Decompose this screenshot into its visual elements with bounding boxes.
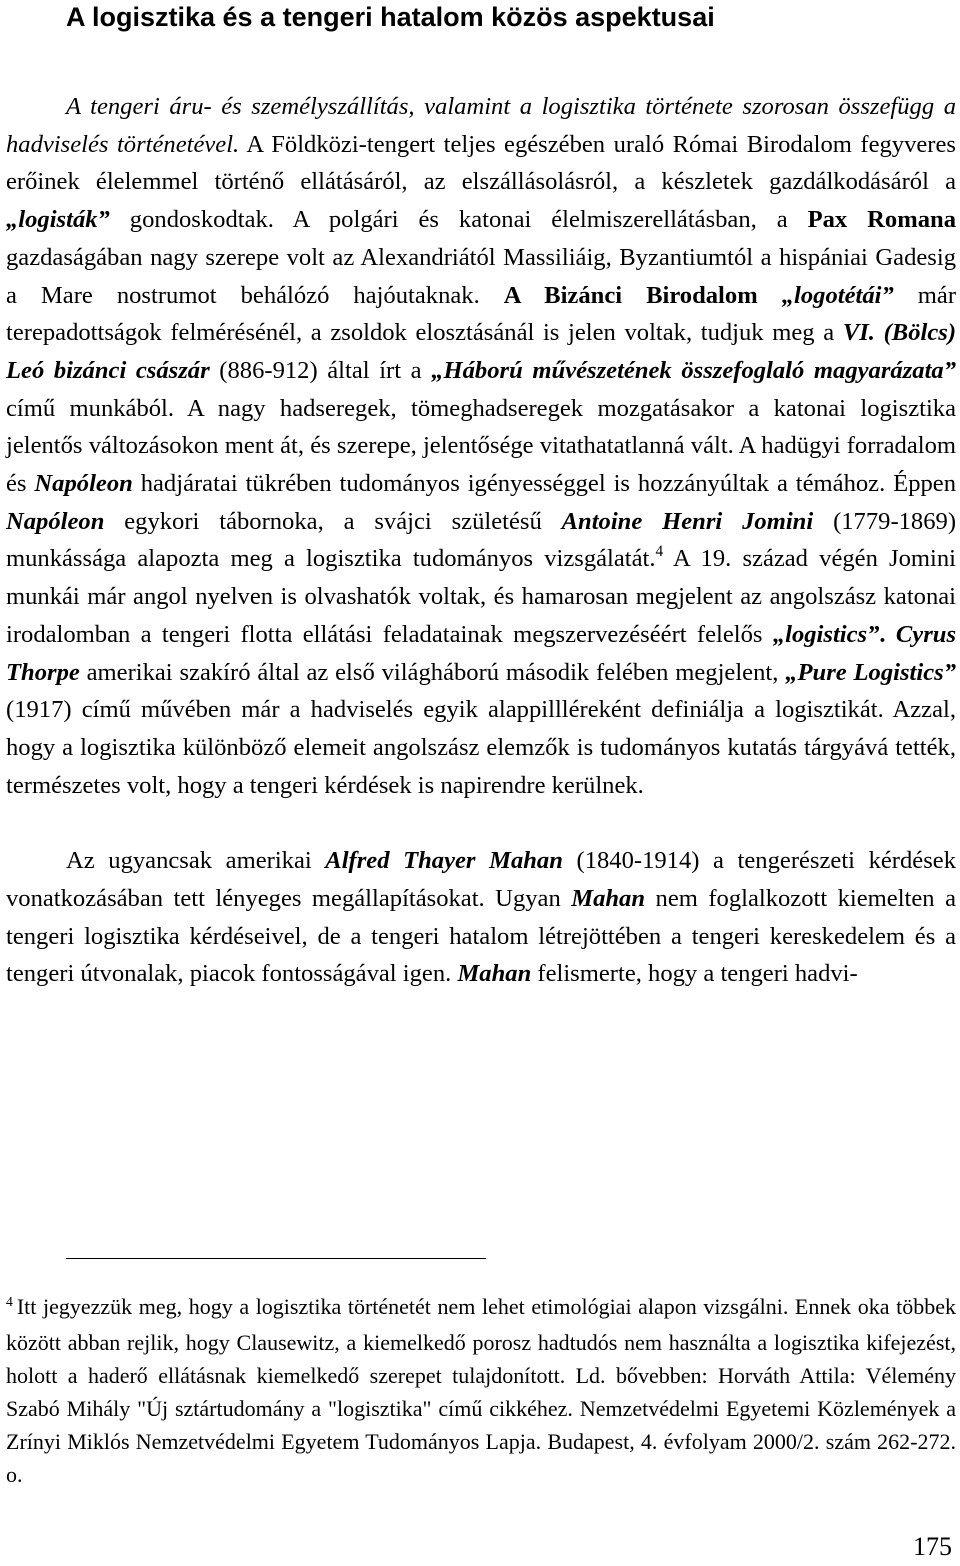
text-emphasis: „Pure Logistics” <box>785 658 957 686</box>
text-emphasis: . <box>879 620 896 648</box>
text-run: már terepadottságok felmérésénél, a zsoldok elosztásánál is jelen voltak, tudjuk meg a <box>6 281 957 347</box>
text-run: (886-912) által írt a <box>209 356 432 384</box>
text-emphasis: Alfred Thayer Mahan <box>325 847 563 875</box>
text-run: (1917) című művében már a hadviselés egyik alappillléreként definiálja a logisztikát. Azzal, hogy a logisztika különböző elemeit angolszász elemzők is tudományos kutatás tárgyává tették, természetes volt, hogy a tengeri kérdések is napirendre kerülnek. <box>6 696 956 799</box>
text-run <box>758 282 782 309</box>
footnote-4 <box>6 1290 956 1491</box>
text-run: A Földközi-tengert teljes egészében uraló Római Birodalom fegyveres erőinek élelemmel történő ellátásáról, az elszállásolásról, a készletek gazdálkodásáról a <box>6 130 956 196</box>
text-run: című munkából. A nagy hadseregek, tömeghadseregek mozgatásakor a katonai logisztika jelentős változásokon ment át, és szerepe, jelentősége vitathatatlanná vált. A hadügyi forradalom és <box>6 394 956 498</box>
footnote-text: Itt jegyezzük meg, hogy a logisztika történetét nem lehet etimológiai alapon vizsgálni. Ennek oka többek között abban rejlik, hogy Clausewitz, a kiemelkedő porosz hadtudós nem használta a logisztika kifejezést, holott a haderő ellátásnak kiemelkedő szerepet tulajdonított. Ld. bővebben: Horváth Attila: Vélemény Szabó Mihály "Új sztártudomány a "logisztika" című cikkéhez. Nemzetvédelmi Egyetemi Közlemények a Zrínyi Miklós Nemzetvédelmi Egyetem Tudományos Lapja. Budapest, 4. évfolyam 2000/2. szám 262-272. o. <box>6 1294 956 1487</box>
text-run: gazdaságában nagy szerepe volt az Alexandriától Massiliáig, Byzantiumtól a hispániai Gadesig a Mare nostrumot behálózó hajóutaknak. <box>6 243 956 309</box>
text-run: amerikai szakíró által az első világháború második felében megjelent, <box>79 658 786 686</box>
paragraph-2 <box>6 842 956 993</box>
text-emphasis: A tengeri áru- és személyszállítás, valamint a logisztika története szorosan összefügg a hadviselés történetével. <box>6 93 956 158</box>
text-run: egykori tábornoka, a svájci születésű <box>104 507 562 535</box>
text-run: A 19. század végén Jomini munkái már angol nyelven is olvashatók voltak, és hamarosan megjelent az angolszász katonai irodalomban a tengeri flotta ellátási feladatainak megszervezéséért felelős <box>6 545 956 648</box>
footnote <box>6 1290 956 1491</box>
page-number: 175 <box>913 1532 952 1561</box>
text-emphasis: Napóleon <box>6 507 105 535</box>
text-emphasis: „Háború művészetének összefoglaló magyarázata” <box>431 356 957 384</box>
text-emphasis: A Bizánci Birodalom <box>503 281 758 309</box>
text-emphasis: „logistics” <box>772 620 880 648</box>
text-run: (1779-1869) munkássága alapozta meg a logisztika tudományos vizsgálatát. <box>6 507 957 573</box>
text-emphasis: Napóleon <box>34 470 133 498</box>
text-run: hadjáratai tükrében tudományos igényességgel is hozzányúltak a témához. Éppen <box>132 470 956 498</box>
text-run: gondoskodtak. A polgári és katonai élelmiszerellátásban, a <box>109 206 808 234</box>
footnote-separator <box>66 1258 486 1259</box>
text-emphasis: Antoine Henri Jomini <box>561 507 814 535</box>
text-run: (1840-1914) a tengerészeti kérdések vonatkozásában tett lényeges megállapításokat. Ugyan <box>6 847 956 913</box>
text-emphasis: „logotétái” <box>781 281 894 309</box>
text-run: nem foglalkozott kiemelten a tengeri logisztika kérdéseivel, de a tengeri hatalom létrejöttében a tengeri kereskedelem és a tengeri útvonalak, piacok fontosságával igen. <box>6 885 956 988</box>
paragraph-1 <box>6 88 956 804</box>
text-emphasis: Mahan <box>457 960 532 988</box>
footnote-reference[interactable]: 4 <box>655 543 664 561</box>
text-emphasis: „logisták” <box>6 206 110 234</box>
text-emphasis: Mahan <box>571 885 646 913</box>
text-run: Az ugyancsak amerikai <box>66 847 326 875</box>
text-emphasis: Cyrus Thorpe <box>6 620 957 686</box>
text-emphasis: VI. (Bölcs) Leó bizánci császár <box>6 319 957 384</box>
text-run: felismerte, hogy a tengeri hadvi- <box>531 960 858 988</box>
page-title: A logisztika és a tengeri hatalom közös aspektusai <box>66 2 715 32</box>
text-emphasis: Pax Romana <box>807 206 956 234</box>
footnote-number: 4 <box>6 1293 13 1309</box>
body-text <box>6 88 956 993</box>
